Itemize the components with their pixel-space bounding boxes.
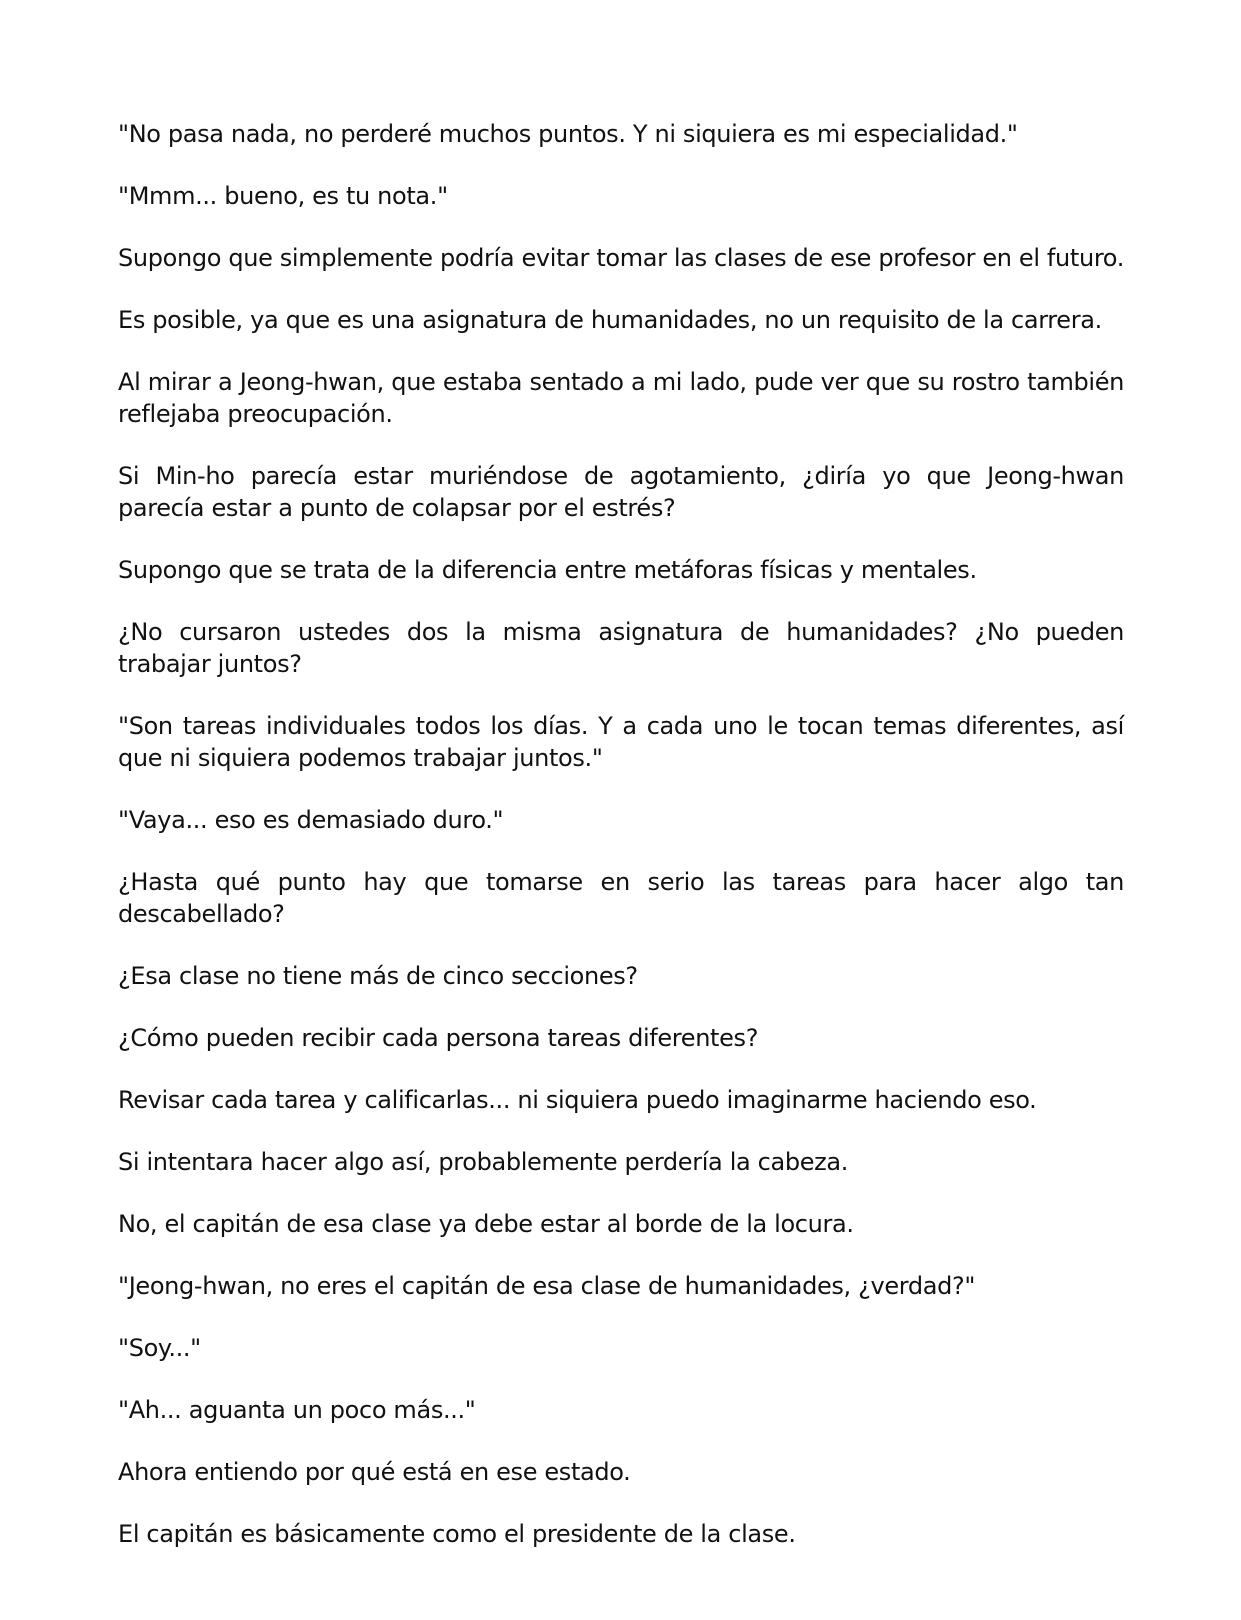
document-body xyxy=(118,118,1124,1580)
paragraph: "Vaya... eso es demasiado duro." xyxy=(118,806,504,834)
paragraph: Al mirar a Jeong-hwan, que estaba sentado a mi lado, pude ver que su rostro también reflejaba preocupación. xyxy=(118,368,1124,428)
paragraph: No, el capitán de esa clase ya debe estar al borde de la locura. xyxy=(118,1210,854,1238)
paragraph: "Son tareas individuales todos los días. Y a cada uno le tocan temas diferentes, así que ni siquiera podemos trabajar juntos." xyxy=(118,712,1124,772)
paragraph: "Soy..." xyxy=(118,1334,201,1362)
paragraph: El capitán es básicamente como el presidente de la clase. xyxy=(118,1520,796,1548)
paragraph: Si Min-ho parecía estar muriéndose de agotamiento, ¿diría yo que Jeong-hwan parecía estar a punto de colapsar por el estrés? xyxy=(118,462,1124,522)
paragraph: ¿No cursaron ustedes dos la misma asignatura de humanidades? ¿No pueden trabajar juntos? xyxy=(118,618,1124,678)
paragraph: ¿Cómo pueden recibir cada persona tareas diferentes? xyxy=(118,1024,759,1052)
paragraph: Revisar cada tarea y calificarlas... ni siquiera puedo imaginarme haciendo eso. xyxy=(118,1086,1037,1114)
paragraph: Si intentara hacer algo así, probablemente perdería la cabeza. xyxy=(118,1148,849,1176)
paragraph: "No pasa nada, no perderé muchos puntos. Y ni siquiera es mi especialidad." xyxy=(118,120,1018,148)
paragraph: Ahora entiendo por qué está en ese estado. xyxy=(118,1458,631,1486)
paragraph: ¿Hasta qué punto hay que tomarse en serio las tareas para hacer algo tan descabellado? xyxy=(118,868,1124,928)
paragraph: "Ah... aguanta un poco más..." xyxy=(118,1396,476,1424)
paragraph: Supongo que simplemente podría evitar tomar las clases de ese profesor en el futuro. xyxy=(118,244,1124,272)
paragraph: "Jeong-hwan, no eres el capitán de esa clase de humanidades, ¿verdad?" xyxy=(118,1272,976,1300)
paragraph: "Mmm... bueno, es tu nota." xyxy=(118,182,448,210)
paragraph: Supongo que se trata de la diferencia entre metáforas físicas y mentales. xyxy=(118,556,977,584)
paragraph: Es posible, ya que es una asignatura de humanidades, no un requisito de la carrera. xyxy=(118,306,1102,334)
paragraph: ¿Esa clase no tiene más de cinco secciones? xyxy=(118,962,638,990)
